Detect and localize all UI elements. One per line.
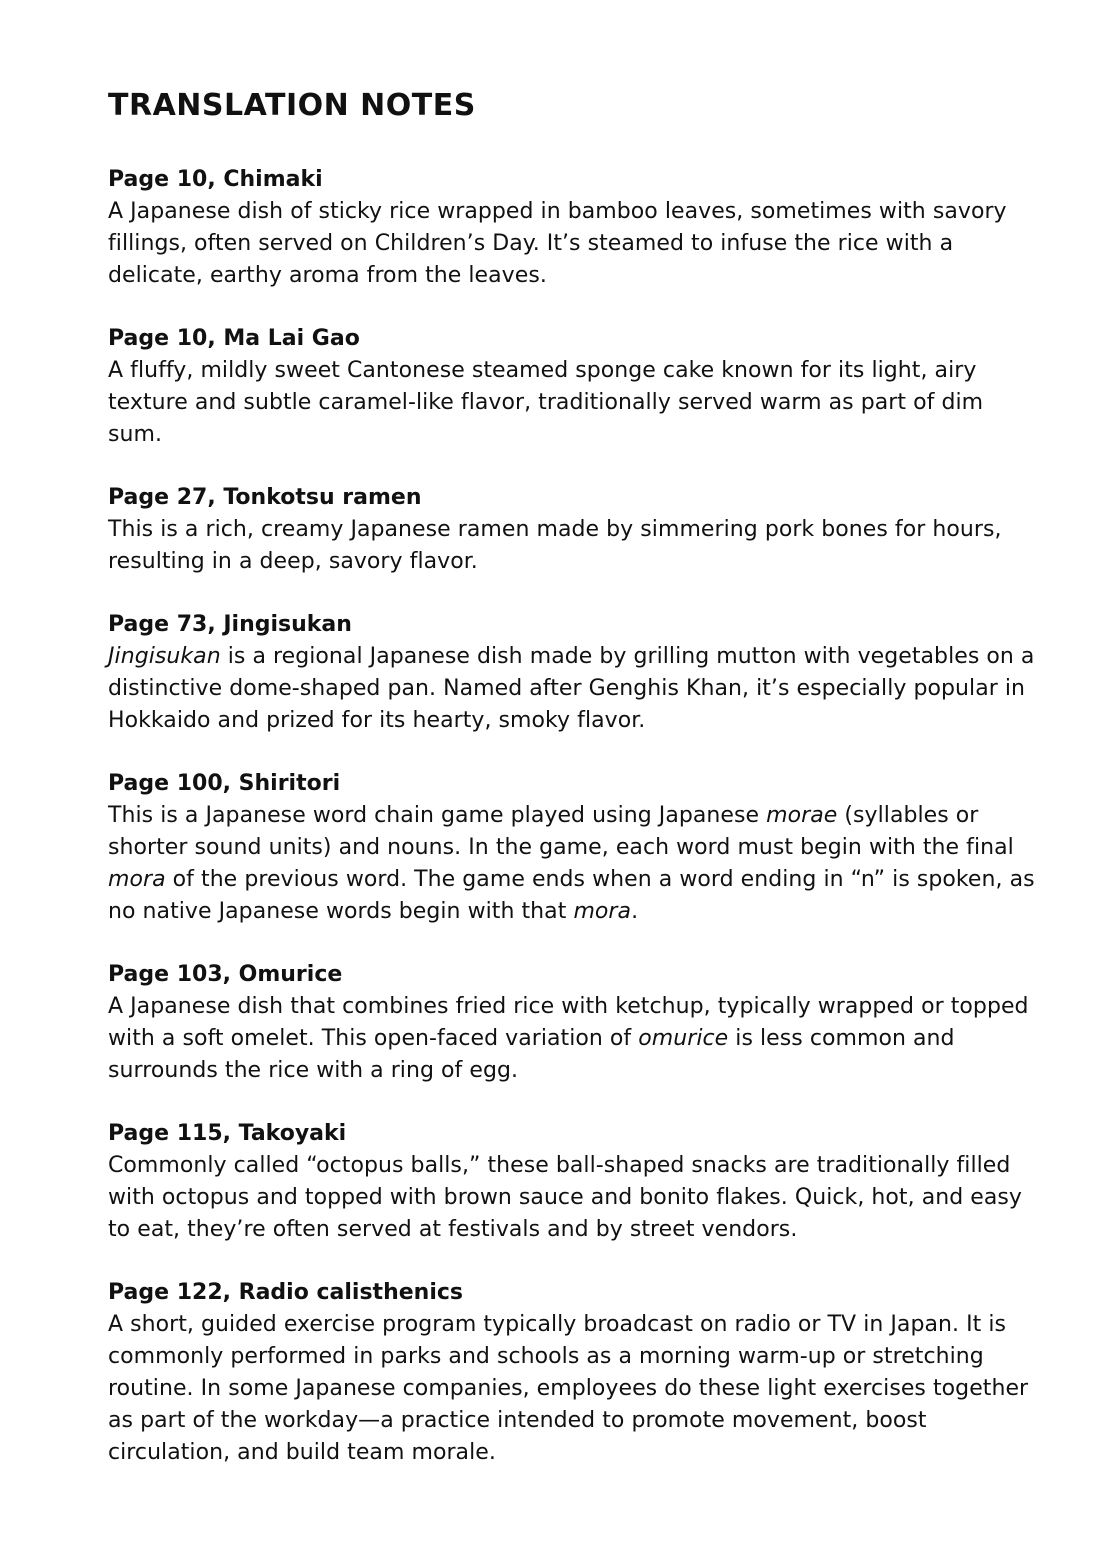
note-section: [108, 323, 1038, 451]
note-text: Commonly called “octopus balls,” these ball-shaped snacks are traditionally filled with octopus and topped with brown sauce and bonito flakes. Quick, hot, and easy to eat, they’re often served at festivals and by street vendors.: [108, 1153, 1022, 1242]
note-body: [108, 196, 1038, 292]
note-body: [108, 355, 1038, 451]
note-text: This is a rich, creamy Japanese ramen made by simmering pork bones for hours, resulting in a deep, savory flavor.: [108, 517, 1002, 574]
italic-term: mora: [108, 867, 166, 892]
note-body: [108, 991, 1038, 1087]
page-title: TRANSLATION NOTES: [108, 88, 476, 123]
italic-term: mora: [573, 899, 632, 924]
note-section: [108, 482, 1038, 578]
note-text: is less common and surrounds the rice with a ring of egg.: [108, 1026, 955, 1083]
note-heading: Page 27, Tonkotsu ramen: [108, 485, 422, 510]
note-text: of the previous word. The game ends when a word ending in “n” is spoken, as no native Japanese words begin with that: [108, 867, 1035, 924]
note-heading: Page 100, Shiritori: [108, 771, 341, 796]
note-text: is a regional Japanese dish made by grilling mutton with vegetables on a distinctive dome-shaped pan. Named after Genghis Khan, it’s especially popular in Hokkaido and prized for its hearty, smoky flavor.: [108, 644, 1035, 733]
note-body: [108, 1150, 1038, 1246]
note-text: .: [631, 899, 639, 924]
note-section: [108, 959, 1038, 1087]
notes-list: [108, 164, 1038, 1469]
note-body: [108, 514, 1038, 578]
note-heading: Page 73, Jingisukan: [108, 612, 352, 637]
note-text: (syllables or shorter sound units) and nouns. In the game, each word must begin with the final: [108, 803, 1014, 860]
translation-notes-page: [108, 86, 1038, 1500]
note-text: A Japanese dish of sticky rice wrapped in bamboo leaves, sometimes with savory fillings, often served on Children’s Day. It’s steamed to infuse the rice with a delicate, earthy aroma from the leaves.: [108, 199, 1007, 288]
note-text: A Japanese dish that combines fried rice with ketchup, typically wrapped or topped with a soft omelet. This open-faced variation of: [108, 994, 1029, 1051]
note-body: [108, 641, 1038, 737]
note-heading: Page 122, Radio calisthenics: [108, 1280, 463, 1305]
note-heading: Page 115, Takoyaki: [108, 1121, 347, 1146]
note-body: [108, 1309, 1038, 1469]
italic-term: morae: [766, 803, 838, 828]
note-text: A short, guided exercise program typically broadcast on radio or TV in Japan. It is commonly performed in parks and schools as a morning warm-up or stretching routine. In some Japanese companies, employees do these light exercises together as part of the workday—a practice intended to promote movement, boost circulation, and build team morale.: [108, 1312, 1029, 1465]
note-heading: Page 10, Chimaki: [108, 167, 323, 192]
note-section: [108, 1277, 1038, 1469]
note-heading: Page 10, Ma Lai Gao: [108, 326, 360, 351]
note-text: A fluffy, mildly sweet Cantonese steamed sponge cake known for its light, airy texture and subtle caramel-like flavor, traditionally served warm as part of dim sum.: [108, 358, 984, 447]
note-heading: Page 103, Omurice: [108, 962, 343, 987]
note-section: [108, 1118, 1038, 1246]
italic-term: Jingisukan: [108, 644, 221, 669]
note-section: [108, 164, 1038, 292]
note-section: [108, 768, 1038, 928]
italic-term: omurice: [638, 1026, 729, 1051]
note-text: This is a Japanese word chain game played using Japanese: [108, 803, 767, 828]
note-section: [108, 609, 1038, 737]
note-body: [108, 800, 1038, 928]
